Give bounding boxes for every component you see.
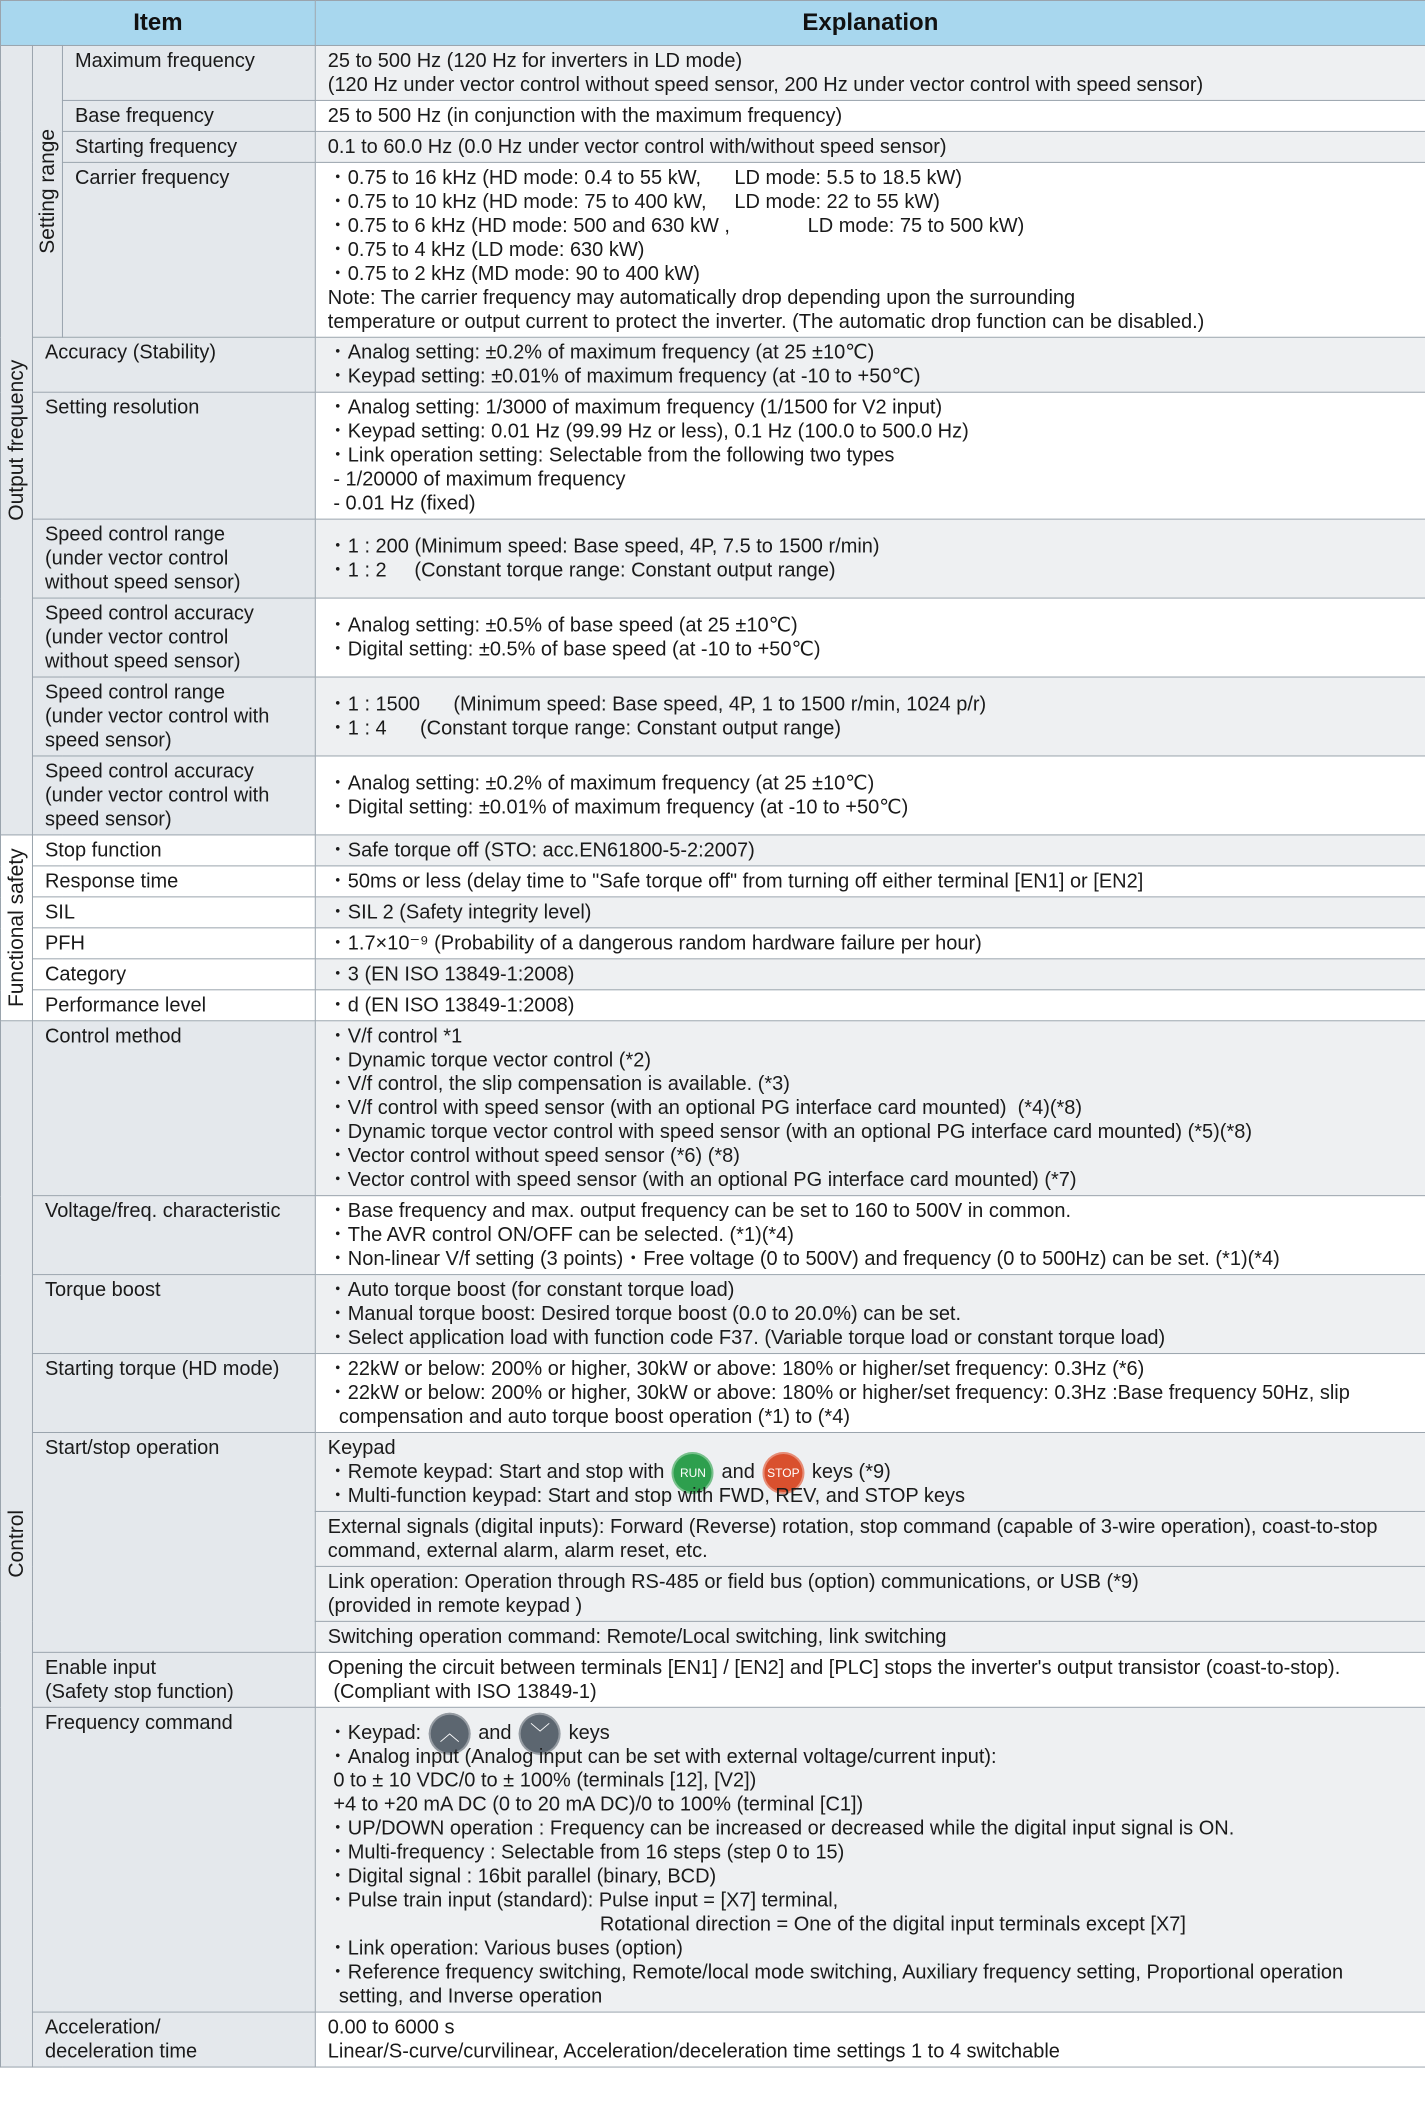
item-cell: Start/stop operation	[32, 1432, 315, 1652]
keypad-title: Keypad	[327, 1436, 396, 1459]
run-key-icon: RUN	[672, 1452, 714, 1494]
text-line: ・0.75 to 6 kHz (HD mode: 500 and 630 kW , LD mode: 75 to 500 kW)	[327, 214, 1025, 237]
text-line: ・Analog setting: 1/3000 of maximum frequency (1/1500 for V2 input)	[327, 396, 943, 419]
explanation-cell	[315, 897, 1425, 928]
item-cell: Torque boost	[32, 1275, 315, 1354]
text-line: ・Vector control without speed sensor (*6) (*8)	[327, 1145, 740, 1168]
item-cell: Stop function	[32, 835, 315, 866]
text-line: temperature or output current to protect the inverter. (The automatic drop function can be disabled.)	[327, 310, 1205, 333]
item-cell: Setting resolution	[32, 392, 315, 519]
item-cell: Carrier frequency	[62, 162, 315, 337]
explanation-cell	[315, 835, 1425, 866]
text-line: ・Digital setting: ±0.01% of maximum frequency (at -10 to +50℃)	[327, 796, 909, 819]
text-line: ・1 : 2 (Constant torque range: Constant output range)	[327, 559, 836, 582]
explanation-cell: External signals (digital inputs): Forward (Reverse) rotation, stop command (capable of 3-wire operation), coast-to-stop command, external alarm, alarm reset, etc.	[315, 1511, 1425, 1566]
text-line: Linear/S-curve/curvilinear, Acceleration/deceleration time settings 1 to 4 switchable	[327, 2040, 1060, 2063]
text: keys	[563, 1721, 610, 1744]
item-cell: Accuracy (Stability)	[32, 337, 315, 392]
text-line: ・Keypad setting: ±0.01% of maximum frequency (at -10 to +50℃)	[327, 365, 921, 388]
text-line: ・1 : 200 (Minimum speed: Base speed, 4P, 7.5 to 1500 r/min)	[327, 535, 880, 558]
text-line: ・22kW or below: 200% or higher, 30kW or above: 180% or higher/set frequency: 0.3Hz :Base frequency 50Hz, slip	[327, 1382, 1350, 1405]
item-cell: Speed control range (under vector control without speed sensor)	[32, 519, 315, 598]
text-line: ・Reference frequency switching, Remote/local mode switching, Auxiliary frequency setting, Proportional operation	[327, 1961, 1344, 1984]
table-row	[0, 2012, 1425, 2067]
text: ・Keypad:	[327, 1721, 427, 1744]
text-line: ・The AVR control ON/OFF can be selected. (*1)(*4)	[327, 1224, 794, 1247]
text-line: compensation and auto torque boost operation (*1) to (*4)	[327, 1406, 850, 1428]
text-line: 25 to 500 Hz (120 Hz for inverters in LD mode)	[327, 49, 743, 72]
text: keys (*9)	[806, 1460, 891, 1483]
item-cell: Speed control range (under vector control with speed sensor)	[32, 677, 315, 756]
text-line: ・1.7×10⁻⁹ (Probability of a dangerous random hardware failure per hour)	[327, 932, 982, 955]
text-line: (Compliant with ISO 13849-1)	[327, 1680, 597, 1703]
text-line: ・0.75 to 16 kHz (HD mode: 0.4 to 55 kW, LD mode: 5.5 to 18.5 kW)	[327, 166, 963, 189]
text-line: ・Safe torque off (STO: acc.EN61800-5-2:2007)	[327, 839, 755, 862]
explanation-cell	[315, 1354, 1425, 1433]
header-explanation: Explanation	[315, 0, 1425, 45]
table-row	[0, 897, 1425, 928]
category-control	[0, 1021, 32, 2067]
table-row	[0, 1707, 1425, 2012]
item-cell: SIL	[32, 897, 315, 928]
text-line: setting, and Inverse operation	[327, 1985, 603, 2008]
text-line: ・Analog setting: ±0.2% of maximum frequency (at 25 ±10℃)	[327, 772, 875, 795]
text-line: 25 to 500 Hz (in conjunction with the maximum frequency)	[327, 104, 843, 127]
text-line: 0 to ± 10 VDC/0 to ± 100% (terminals [12], [V2])	[327, 1769, 757, 1792]
text-line: ・50ms or less (delay time to "Safe torque off" from turning off either terminal [EN1] or [EN2]	[327, 870, 1144, 893]
up-key-icon: ︿	[429, 1713, 471, 1755]
text-line: ・Manual torque boost: Desired torque boost (0.0 to 20.0%) can be set.	[327, 1303, 962, 1326]
keypad-line	[328, 1721, 1415, 1745]
text-line: ・Analog setting: ±0.2% of maximum frequency (at 25 ±10℃)	[327, 341, 875, 364]
text-line: ・V/f control with speed sensor (with an optional PG interface card mounted) (*4)(*8)	[327, 1097, 1083, 1120]
text-line: ・V/f control, the slip compensation is available. (*3)	[327, 1073, 790, 1096]
explanation-cell	[315, 1021, 1425, 1196]
header-item: Item	[0, 0, 315, 45]
text-line: ・Auto torque boost (for constant torque load)	[327, 1279, 735, 1302]
text-line: - 1/20000 of maximum frequency	[327, 468, 626, 491]
text-line: ・Digital signal : 16bit parallel (binary, BCD)	[327, 1865, 717, 1888]
text-line: ・Analog setting: ±0.5% of base speed (at 25 ±10℃)	[327, 614, 798, 637]
text-line: Note: The carrier frequency may automatically drop depending upon the surrounding	[327, 286, 1076, 309]
item-cell: Speed control accuracy (under vector control without speed sensor)	[32, 598, 315, 677]
explanation-cell-link	[315, 1566, 1425, 1621]
stop-key-icon: STOP	[762, 1452, 804, 1494]
table-row	[0, 1354, 1425, 1433]
text-line: ・V/f control *1	[327, 1025, 463, 1048]
remote-keypad-line	[328, 1460, 1415, 1484]
table-row	[0, 337, 1425, 392]
category-label: Functional safety	[4, 848, 28, 1008]
category-functional-safety	[0, 835, 32, 1021]
explanation-cell	[315, 1196, 1425, 1275]
item-cell: Starting torque (HD mode)	[32, 1354, 315, 1433]
explanation-cell	[315, 598, 1425, 677]
explanation-cell	[315, 1275, 1425, 1354]
item-cell: Frequency command	[32, 1707, 315, 2012]
text-line: 0.1 to 60.0 Hz (0.0 Hz under vector control with/without speed sensor)	[327, 135, 947, 158]
explanation-cell	[315, 2012, 1425, 2067]
category-label: Output frequency	[4, 359, 28, 521]
item-cell: Category	[32, 959, 315, 990]
category-setting-range	[32, 45, 62, 337]
explanation-cell	[315, 337, 1425, 392]
item-cell: Base frequency	[62, 100, 315, 131]
table-row	[0, 1652, 1425, 1707]
text-line: ・22kW or below: 200% or higher, 30kW or above: 180% or higher/set frequency: 0.3Hz (*6)	[327, 1358, 1145, 1381]
text-line: ・Dynamic torque vector control (*2)	[327, 1049, 652, 1072]
text-line: ・Base frequency and max. output frequency can be set to 160 to 500V in common.	[327, 1200, 1072, 1223]
item-cell: Acceleration/ deceleration time	[32, 2012, 315, 2067]
category-output-frequency	[0, 45, 32, 834]
text-line: ・0.75 to 10 kHz (HD mode: 75 to 400 kW, LD mode: 22 to 55 kW)	[327, 190, 940, 213]
link-line: Link operation: Operation through RS-485 or field bus (option) communications, or USB (*9)	[327, 1570, 1139, 1593]
table-row	[0, 835, 1425, 866]
freq-lines	[328, 1745, 1415, 2009]
text-line: ・UP/DOWN operation : Frequency can be increased or decreased while the digital input signal is ON.	[327, 1817, 1235, 1840]
item-cell: Performance level	[32, 990, 315, 1021]
table-row	[0, 1021, 1425, 1196]
explanation-cell	[315, 519, 1425, 598]
explanation-cell	[315, 959, 1425, 990]
explanation-cell	[315, 45, 1425, 100]
explanation-cell	[315, 392, 1425, 519]
down-key-icon: ﹀	[519, 1713, 561, 1755]
table-row	[0, 162, 1425, 337]
item-cell: Speed control accuracy (under vector control with speed sensor)	[32, 756, 315, 835]
item-cell: PFH	[32, 928, 315, 959]
explanation-cell	[315, 162, 1425, 337]
table-row	[0, 1275, 1425, 1354]
category-label: Control	[4, 1510, 28, 1578]
table-row	[0, 928, 1425, 959]
table-row	[0, 131, 1425, 162]
explanation-cell-freq	[315, 1707, 1425, 2012]
table-row	[0, 756, 1425, 835]
explanation-cell: Switching operation command: Remote/Local switching, link switching	[315, 1621, 1425, 1652]
text-line: ・Non-linear V/f setting (3 points)・Free voltage (0 to 500V) and frequency (0 to 500Hz) can be set. (*1)(*4)	[327, 1248, 1280, 1271]
explanation-cell	[315, 100, 1425, 131]
category-label: Setting range	[35, 128, 59, 254]
table-row	[0, 959, 1425, 990]
text-line: ・Dynamic torque vector control with speed sensor (with an optional PG interface card mounted) (*5)(*8)	[327, 1121, 1253, 1144]
text-line: ・Select application load with function code F37. (Variable torque load or constant torque load)	[327, 1327, 1166, 1350]
explanation-cell	[315, 990, 1425, 1021]
explanation-cell-keypad	[315, 1432, 1425, 1511]
text-line: Rotational direction = One of the digital input terminals except [X7]	[327, 1913, 1186, 1936]
text: ・Remote keypad: Start and stop with	[327, 1460, 670, 1483]
table-row	[0, 677, 1425, 756]
table-header-row	[0, 0, 1425, 45]
text-line: ・3 (EN ISO 13849-1:2008)	[327, 963, 575, 986]
text-line: Opening the circuit between terminals [EN1] / [EN2] and [PLC] stops the inverter's output transistor (coast-to-stop).	[327, 1656, 1341, 1679]
text-line: ・Link operation: Various buses (option)	[327, 1937, 683, 1960]
table-row	[0, 990, 1425, 1021]
link-line: (provided in remote keypad )	[327, 1594, 583, 1617]
text-line: ・Analog input (Analog input can be set with external voltage/current input):	[327, 1745, 997, 1768]
explanation-cell	[315, 928, 1425, 959]
text-line: ・Multi-frequency : Selectable from 16 steps (step 0 to 15)	[327, 1841, 845, 1864]
text-line: ・1 : 4 (Constant torque range: Constant output range)	[327, 717, 842, 740]
text-line: ・1 : 1500 (Minimum speed: Base speed, 4P, 1 to 1500 r/min, 1024 p/r)	[327, 693, 987, 716]
text-line: (120 Hz under vector control without speed sensor, 200 Hz under vector control with speed sensor)	[327, 73, 1204, 96]
text: and	[472, 1721, 518, 1744]
text-line: 0.00 to 6000 s	[327, 2016, 455, 2039]
text-line: ・Vector control with speed sensor (with an optional PG interface card mounted) (*7)	[327, 1169, 1077, 1192]
explanation-cell	[315, 677, 1425, 756]
explanation-cell	[315, 131, 1425, 162]
table-row	[0, 100, 1425, 131]
table-row	[0, 392, 1425, 519]
item-cell: Maximum frequency	[62, 45, 315, 100]
text-line: ・SIL 2 (Safety integrity level)	[327, 901, 592, 924]
explanation-cell	[315, 756, 1425, 835]
item-cell: Response time	[32, 866, 315, 897]
text-line: ・d (EN ISO 13849-1:2008)	[327, 994, 575, 1017]
text: and	[715, 1460, 761, 1483]
text-line: ・0.75 to 2 kHz (MD mode: 90 to 400 kW)	[327, 262, 700, 285]
text-line: +4 to +20 mA DC (0 to 20 mA DC)/0 to 100% (terminal [C1])	[327, 1793, 864, 1816]
text-line: ・0.75 to 4 kHz (LD mode: 630 kW)	[327, 238, 645, 261]
table-row	[0, 598, 1425, 677]
table-row	[0, 519, 1425, 598]
table-row	[0, 45, 1425, 100]
item-cell: Voltage/freq. characteristic	[32, 1196, 315, 1275]
table-row	[0, 866, 1425, 897]
explanation-cell	[315, 866, 1425, 897]
text-line: - 0.01 Hz (fixed)	[327, 492, 476, 515]
table-row	[0, 1196, 1425, 1275]
item-cell: Control method	[32, 1021, 315, 1196]
item-cell: Enable input (Safety stop function)	[32, 1652, 315, 1707]
text-line: ・Pulse train input (standard): Pulse input = [X7] terminal,	[327, 1889, 839, 1912]
table-row	[0, 1432, 1425, 1511]
explanation-cell	[315, 1652, 1425, 1707]
text-line: ・Digital setting: ±0.5% of base speed (at -10 to +50℃)	[327, 638, 821, 661]
text-line: ・Keypad setting: 0.01 Hz (99.99 Hz or less), 0.1 Hz (100.0 to 500.0 Hz)	[327, 420, 969, 443]
item-cell: Starting frequency	[62, 131, 315, 162]
text-line: ・Link operation setting: Selectable from the following two types	[327, 444, 895, 467]
multi-keypad-line: ・Multi-function keypad: Start and stop with FWD, REV, and STOP keys	[327, 1484, 966, 1507]
